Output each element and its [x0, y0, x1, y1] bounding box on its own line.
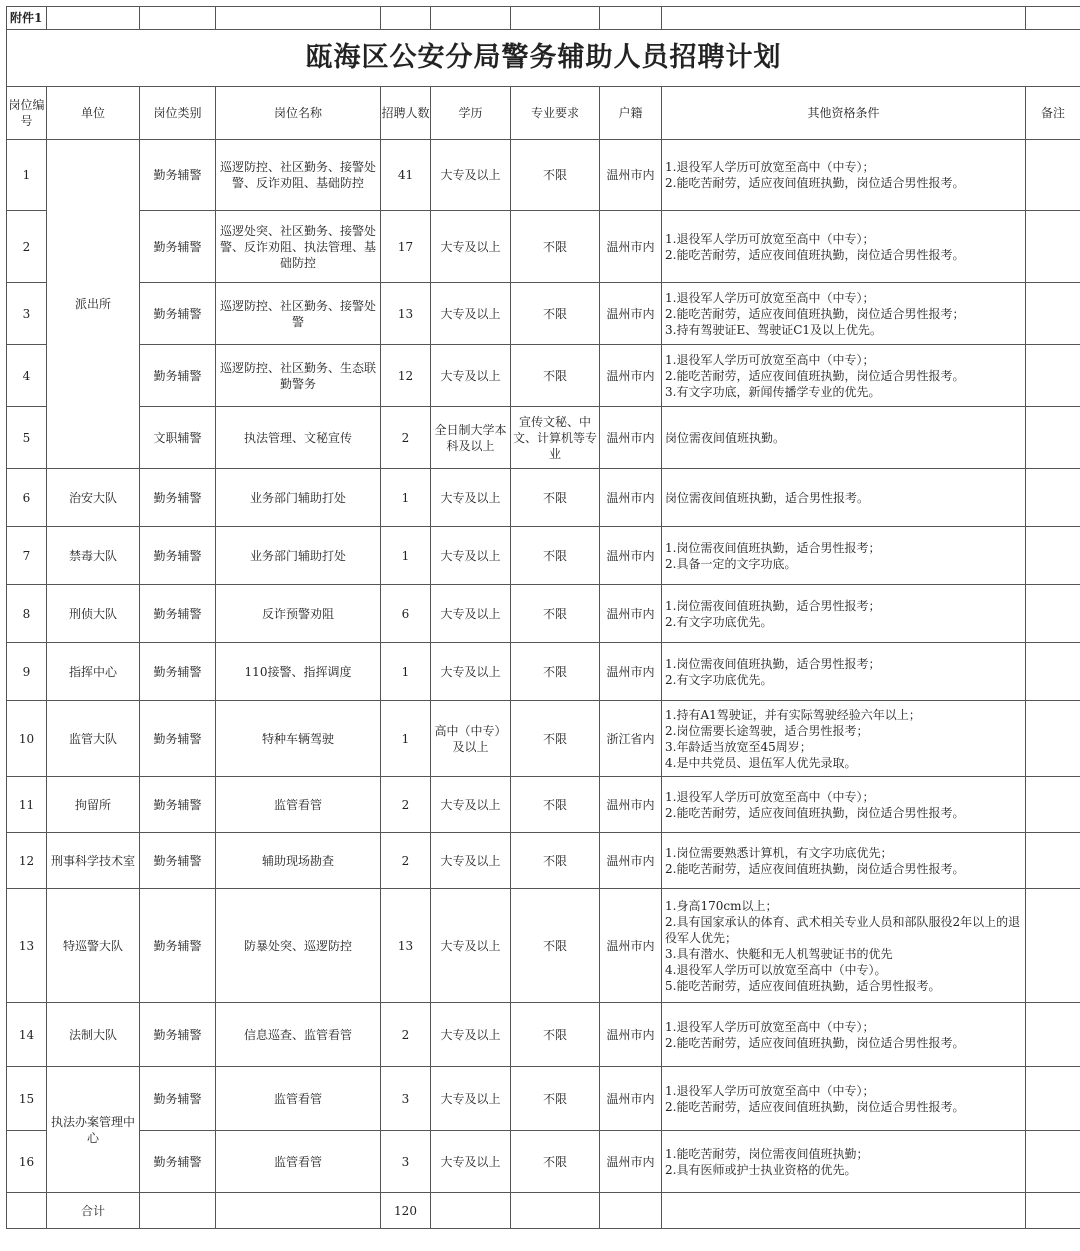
- cell-post: 辅助现场勘查: [216, 833, 381, 889]
- cell-post: 特种车辆驾驶: [216, 701, 381, 777]
- cell-remark: [1026, 211, 1080, 283]
- other-line: 1.持有A1驾驶证，并有实际驾驶经验六年以上；: [665, 707, 1025, 723]
- cell-other: [662, 701, 1026, 777]
- other-line: 1.退役军人学历可放宽至高中（中专）；: [665, 159, 1025, 175]
- cell-major: 不限: [511, 211, 600, 283]
- total-row: [7, 1193, 1080, 1229]
- table-row: [7, 701, 1080, 777]
- cell-major: 不限: [511, 1003, 600, 1067]
- cell-count: 3: [381, 1067, 431, 1131]
- table-row: [7, 211, 1080, 283]
- cell-major: 不限: [511, 701, 600, 777]
- cell-major: 不限: [511, 643, 600, 701]
- cell-other: [662, 527, 1026, 585]
- cell-education: 大专及以上: [431, 140, 511, 211]
- other-line: 3.具有潜水、快艇和无人机驾驶证书的优先: [665, 946, 1025, 962]
- table-row: [7, 889, 1080, 1003]
- cell-category: 勤务辅警: [140, 701, 216, 777]
- header-category: 岗位类别: [140, 87, 216, 140]
- cell-remark: [1026, 283, 1080, 345]
- cell-major: 不限: [511, 345, 600, 407]
- attachment-row: [7, 7, 1080, 30]
- other-line: 1.岗位需夜间值班执勤，适合男性报考；: [665, 656, 1025, 672]
- cell-post: 监管看管: [216, 1067, 381, 1131]
- cell-count: 12: [381, 345, 431, 407]
- cell-hukou: 温州市内: [600, 1067, 662, 1131]
- cell-id: 1: [7, 140, 47, 211]
- other-line: 2.具有国家承认的体育、武术相关专业人员和部队服役2年以上的退役军人优先；: [665, 914, 1025, 946]
- other-line: 2.有文字功底优先。: [665, 672, 1025, 688]
- cell-post: 巡逻防控、社区勤务、接警处警、反诈劝阻、基础防控: [216, 140, 381, 211]
- cell-count: 2: [381, 833, 431, 889]
- cell-category: 勤务辅警: [140, 585, 216, 643]
- cell-other: [662, 585, 1026, 643]
- table-row: [7, 643, 1080, 701]
- other-line: 1.岗位需夜间值班执勤，适合男性报考；: [665, 598, 1025, 614]
- cell-education: 大专及以上: [431, 211, 511, 283]
- table-row: [7, 833, 1080, 889]
- cell-hukou: 温州市内: [600, 833, 662, 889]
- cell-remark: [1026, 407, 1080, 469]
- cell-hukou: 温州市内: [600, 585, 662, 643]
- other-line: 3.持有驾驶证E、驾驶证C1及以上优先。: [665, 322, 1025, 338]
- other-line: 2.能吃苦耐劳，适应夜间值班执勤，岗位适合男性报考。: [665, 368, 1025, 384]
- cell-hukou: 温州市内: [600, 1131, 662, 1193]
- cell-remark: [1026, 345, 1080, 407]
- cell-remark: [1026, 469, 1080, 527]
- cell-education: 全日制大学本科及以上: [431, 407, 511, 469]
- cell-major: 不限: [511, 1067, 600, 1131]
- cell-other: [662, 283, 1026, 345]
- cell-category: 勤务辅警: [140, 140, 216, 211]
- cell-remark: [1026, 833, 1080, 889]
- cell-unit: 刑侦大队: [47, 585, 140, 643]
- cell-education: 高中（中专）及以上: [431, 701, 511, 777]
- cell-post: 执法管理、文秘宣传: [216, 407, 381, 469]
- title-row: [7, 30, 1080, 87]
- other-line: 1.退役军人学历可放宽至高中（中专）；: [665, 352, 1025, 368]
- cell-other: [662, 345, 1026, 407]
- cell-education: 大专及以上: [431, 1003, 511, 1067]
- other-line: 2.具有医师或护士执业资格的优先。: [665, 1162, 1025, 1178]
- cell-count: 6: [381, 585, 431, 643]
- cell-major: 不限: [511, 833, 600, 889]
- cell-category: 勤务辅警: [140, 211, 216, 283]
- cell-hukou: 温州市内: [600, 1003, 662, 1067]
- cell-major: 不限: [511, 889, 600, 1003]
- cell-other: [662, 211, 1026, 283]
- cell-hukou: 温州市内: [600, 777, 662, 833]
- other-line: 1.退役军人学历可放宽至高中（中专）；: [665, 1083, 1025, 1099]
- cell-count: 1: [381, 701, 431, 777]
- cell-category: 勤务辅警: [140, 833, 216, 889]
- cell-hukou: 温州市内: [600, 527, 662, 585]
- cell-hukou: 浙江省内: [600, 701, 662, 777]
- cell-id: 4: [7, 345, 47, 407]
- other-line: 1.退役军人学历可放宽至高中（中专）；: [665, 231, 1025, 247]
- other-line: 2.能吃苦耐劳，适应夜间值班执勤，岗位适合男性报考。: [665, 1099, 1025, 1115]
- cell-major: 不限: [511, 283, 600, 345]
- header-remark: 备注: [1026, 87, 1080, 140]
- cell-other: [662, 1067, 1026, 1131]
- header-id: 岗位编号: [7, 87, 47, 140]
- other-line: 2.能吃苦耐劳，适应夜间值班执勤，岗位适合男性报考。: [665, 805, 1025, 821]
- other-line: 1.身高170cm以上；: [665, 898, 1025, 914]
- table-row: [7, 527, 1080, 585]
- cell-count: 2: [381, 407, 431, 469]
- other-line: 1.岗位需夜间值班执勤，适合男性报考；: [665, 540, 1025, 556]
- other-line: 4.退役军人学历可以放宽至高中（中专）。: [665, 962, 1025, 978]
- cell-education: 大专及以上: [431, 585, 511, 643]
- cell-category: 勤务辅警: [140, 1003, 216, 1067]
- cell-hukou: 温州市内: [600, 407, 662, 469]
- cell-id: 6: [7, 469, 47, 527]
- cell-education: 大专及以上: [431, 889, 511, 1003]
- cell-unit: 指挥中心: [47, 643, 140, 701]
- other-line: 2.能吃苦耐劳，适应夜间值班执勤，岗位适合男性报考。: [665, 175, 1025, 191]
- cell-unit: 派出所: [47, 140, 140, 469]
- cell-other: [662, 407, 1026, 469]
- table-row: [7, 585, 1080, 643]
- other-line: 5.能吃苦耐劳，适应夜间值班执勤，适合男性报考。: [665, 978, 1025, 994]
- header-unit: 单位: [47, 87, 140, 140]
- header-major: 专业要求: [511, 87, 600, 140]
- cell-category: 勤务辅警: [140, 469, 216, 527]
- table-row: [7, 777, 1080, 833]
- other-line: 岗位需夜间值班执勤，适合男性报考。: [665, 490, 1025, 506]
- header-count: 招聘人数: [381, 87, 431, 140]
- cell-count: 1: [381, 527, 431, 585]
- table-row: [7, 469, 1080, 527]
- cell-count: 13: [381, 889, 431, 1003]
- cell-id: 2: [7, 211, 47, 283]
- cell-count: 13: [381, 283, 431, 345]
- header-post: 岗位名称: [216, 87, 381, 140]
- cell-education: 大专及以上: [431, 1131, 511, 1193]
- cell-post: 监管看管: [216, 777, 381, 833]
- table-row: [7, 1067, 1080, 1131]
- other-line: 1.退役军人学历可放宽至高中（中专）；: [665, 1019, 1025, 1035]
- table-row: [7, 407, 1080, 469]
- cell-post: 监管看管: [216, 1131, 381, 1193]
- other-line: 2.能吃苦耐劳，适应夜间值班执勤，岗位适合男性报考；: [665, 306, 1025, 322]
- cell-major: 不限: [511, 777, 600, 833]
- other-line: 2.有文字功底优先。: [665, 614, 1025, 630]
- cell-education: 大专及以上: [431, 469, 511, 527]
- cell-hukou: 温州市内: [600, 643, 662, 701]
- table-row: [7, 1003, 1080, 1067]
- cell-id: 10: [7, 701, 47, 777]
- cell-count: 17: [381, 211, 431, 283]
- cell-post: 信息巡查、监管看管: [216, 1003, 381, 1067]
- cell-id: 16: [7, 1131, 47, 1193]
- cell-unit: 法制大队: [47, 1003, 140, 1067]
- cell-other: [662, 643, 1026, 701]
- cell-other: [662, 777, 1026, 833]
- other-line: 1.退役军人学历可放宽至高中（中专）；: [665, 789, 1025, 805]
- other-line: 3.年龄适当放宽至45周岁；: [665, 739, 1025, 755]
- cell-category: 勤务辅警: [140, 777, 216, 833]
- other-line: 2.岗位需要长途驾驶，适合男性报考；: [665, 723, 1025, 739]
- cell-category: 勤务辅警: [140, 1067, 216, 1131]
- table-row: [7, 140, 1080, 211]
- cell-id: 12: [7, 833, 47, 889]
- cell-id: 7: [7, 527, 47, 585]
- cell-education: 大专及以上: [431, 1067, 511, 1131]
- cell-other: [662, 1131, 1026, 1193]
- cell-id: 13: [7, 889, 47, 1003]
- cell-count: 2: [381, 777, 431, 833]
- cell-education: 大专及以上: [431, 833, 511, 889]
- cell-unit: 监管大队: [47, 701, 140, 777]
- cell-other: [662, 140, 1026, 211]
- cell-id: 3: [7, 283, 47, 345]
- cell-category: 勤务辅警: [140, 889, 216, 1003]
- cell-other: [662, 889, 1026, 1003]
- other-line: 1.退役军人学历可放宽至高中（中专）；: [665, 290, 1025, 306]
- cell-count: 3: [381, 1131, 431, 1193]
- cell-education: 大专及以上: [431, 345, 511, 407]
- cell-id: 8: [7, 585, 47, 643]
- cell-category: 勤务辅警: [140, 527, 216, 585]
- cell-remark: [1026, 643, 1080, 701]
- cell-count: 2: [381, 1003, 431, 1067]
- cell-unit: 执法办案管理中心: [47, 1067, 140, 1193]
- cell-post: 反诈预警劝阻: [216, 585, 381, 643]
- header-row: [7, 87, 1080, 140]
- recruitment-table: [6, 6, 1080, 1229]
- cell-count: 1: [381, 643, 431, 701]
- cell-post: 巡逻防控、社区勤务、生态联勤警务: [216, 345, 381, 407]
- cell-education: 大专及以上: [431, 527, 511, 585]
- cell-unit: 特巡警大队: [47, 889, 140, 1003]
- cell-category: 文职辅警: [140, 407, 216, 469]
- cell-education: 大专及以上: [431, 283, 511, 345]
- cell-count: 1: [381, 469, 431, 527]
- cell-post: 110接警、指挥调度: [216, 643, 381, 701]
- cell-remark: [1026, 1067, 1080, 1131]
- cell-education: 大专及以上: [431, 777, 511, 833]
- cell-remark: [1026, 777, 1080, 833]
- cell-remark: [1026, 140, 1080, 211]
- cell-remark: [1026, 1131, 1080, 1193]
- cell-remark: [1026, 701, 1080, 777]
- table-row: [7, 345, 1080, 407]
- cell-other: [662, 469, 1026, 527]
- cell-post: 业务部门辅助打处: [216, 527, 381, 585]
- cell-unit: 拘留所: [47, 777, 140, 833]
- cell-count: 41: [381, 140, 431, 211]
- other-line: 2.能吃苦耐劳，适应夜间值班执勤，岗位适合男性报考。: [665, 247, 1025, 263]
- cell-major: 不限: [511, 527, 600, 585]
- other-line: 2.能吃苦耐劳，适应夜间值班执勤，岗位适合男性报考。: [665, 1035, 1025, 1051]
- cell-remark: [1026, 585, 1080, 643]
- cell-hukou: 温州市内: [600, 469, 662, 527]
- cell-major: 不限: [511, 1131, 600, 1193]
- cell-remark: [1026, 1003, 1080, 1067]
- cell-id: 9: [7, 643, 47, 701]
- cell-major: 不限: [511, 585, 600, 643]
- cell-id: 11: [7, 777, 47, 833]
- table-row: [7, 283, 1080, 345]
- cell-major: 不限: [511, 140, 600, 211]
- cell-hukou: 温州市内: [600, 283, 662, 345]
- cell-id: 15: [7, 1067, 47, 1131]
- cell-unit: 刑事科学技术室: [47, 833, 140, 889]
- cell-remark: [1026, 527, 1080, 585]
- cell-major: 宣传文秘、中文、计算机等专业: [511, 407, 600, 469]
- cell-hukou: 温州市内: [600, 889, 662, 1003]
- cell-post: 业务部门辅助打处: [216, 469, 381, 527]
- cell-remark: [1026, 889, 1080, 1003]
- cell-category: 勤务辅警: [140, 283, 216, 345]
- cell-unit: 禁毒大队: [47, 527, 140, 585]
- cell-other: [662, 833, 1026, 889]
- cell-major: 不限: [511, 469, 600, 527]
- other-line: 2.具备一定的文字功底。: [665, 556, 1025, 572]
- page-title: 瓯海区公安分局警务辅助人员招聘计划: [7, 30, 1080, 87]
- attachment-label: 附件1: [7, 7, 47, 30]
- other-line: 2.能吃苦耐劳，适应夜间值班执勤，岗位适合男性报考。: [665, 861, 1025, 877]
- header-hukou: 户籍: [600, 87, 662, 140]
- cell-education: 大专及以上: [431, 643, 511, 701]
- cell-category: 勤务辅警: [140, 345, 216, 407]
- total-label: 合计: [47, 1193, 140, 1229]
- other-line: 1.岗位需要熟悉计算机，有文字功底优先；: [665, 845, 1025, 861]
- cell-category: 勤务辅警: [140, 1131, 216, 1193]
- cell-post: 巡逻防控、社区勤务、接警处警: [216, 283, 381, 345]
- cell-other: [662, 1003, 1026, 1067]
- other-line: 岗位需夜间值班执勤。: [665, 430, 1025, 446]
- header-other: 其他资格条件: [662, 87, 1026, 140]
- other-line: 4.是中共党员、退伍军人优先录取。: [665, 755, 1025, 771]
- cell-category: 勤务辅警: [140, 643, 216, 701]
- cell-hukou: 温州市内: [600, 211, 662, 283]
- other-line: 3.有文字功底，新闻传播学专业的优先。: [665, 384, 1025, 400]
- cell-hukou: 温州市内: [600, 345, 662, 407]
- cell-post: 巡逻处突、社区勤务、接警处警、反诈劝阻、执法管理、基础防控: [216, 211, 381, 283]
- header-education: 学历: [431, 87, 511, 140]
- cell-id: 14: [7, 1003, 47, 1067]
- table-row: [7, 1131, 1080, 1193]
- cell-id: 5: [7, 407, 47, 469]
- cell-hukou: 温州市内: [600, 140, 662, 211]
- cell-post: 防暴处突、巡逻防控: [216, 889, 381, 1003]
- cell-unit: 治安大队: [47, 469, 140, 527]
- other-line: 1.能吃苦耐劳，岗位需夜间值班执勤；: [665, 1146, 1025, 1162]
- total-count: 120: [381, 1193, 431, 1229]
